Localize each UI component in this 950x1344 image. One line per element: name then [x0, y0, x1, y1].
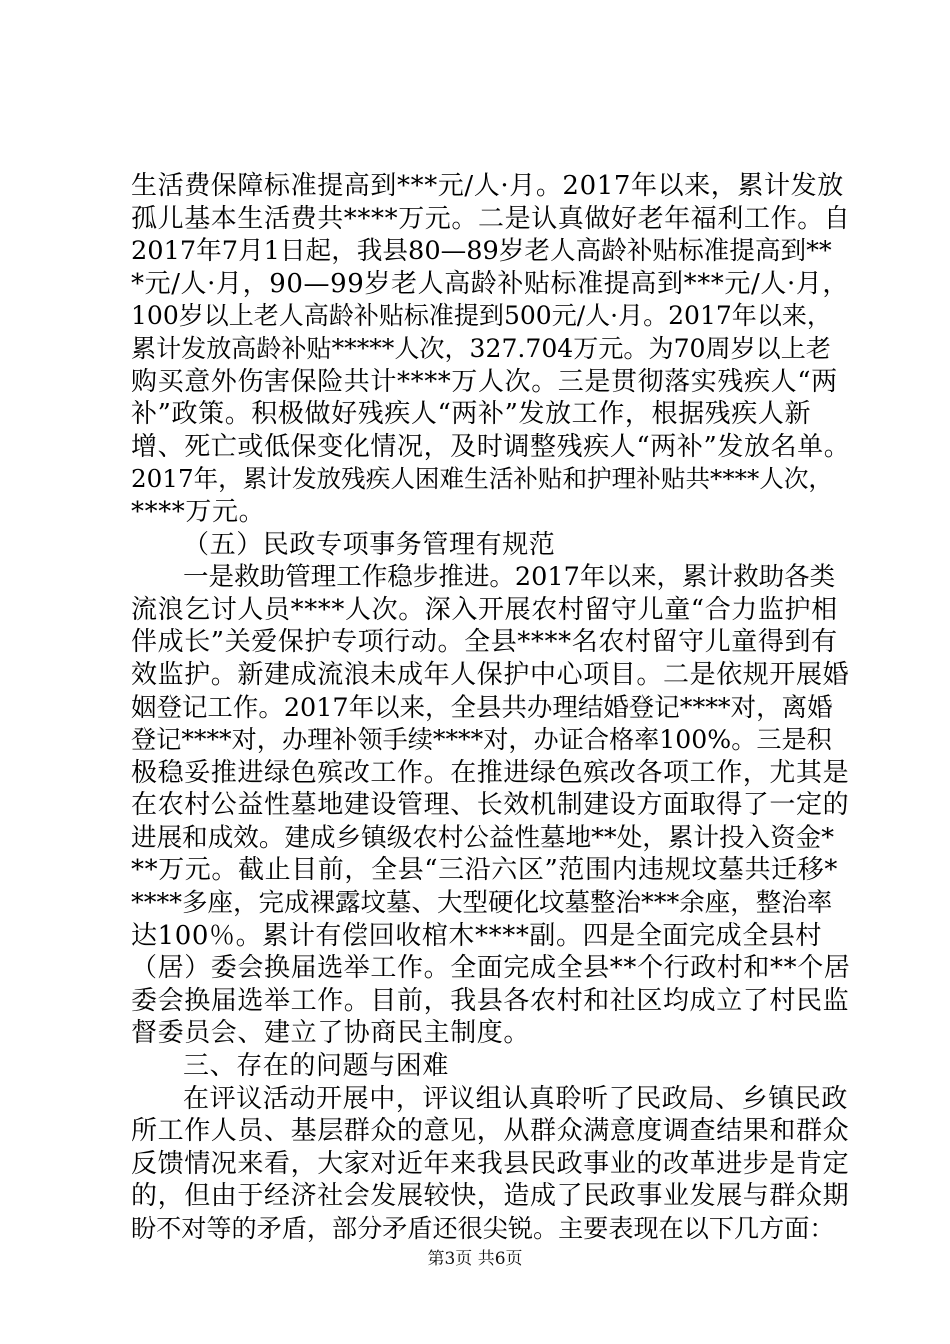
- text-line: 流浪乞讨人员****人次。深入开展农村留守儿童“合力监护相: [131, 594, 838, 625]
- body-text: [131, 170, 851, 1246]
- text-line: ****万元。: [131, 496, 266, 527]
- text-line: 进展和成效。建成乡镇级农村公益性墓地**处，累计投入资金*: [131, 822, 834, 853]
- text-line: 累计发放高龄补贴*****人次，327.704万元。为70周岁以上老: [131, 333, 831, 363]
- page-footer: 第3页 共6页: [427, 1249, 523, 1269]
- section-heading: 三、存在的问题与困难: [183, 1051, 450, 1082]
- text-line: 在农村公益性墓地建设管理、长效机制建设方面取得了一定的: [131, 790, 850, 821]
- text-line: 增、死亡或低保变化情况，及时调整残疾人“两补”发放名单。: [131, 431, 851, 462]
- text-line: （居）委会换届选举工作。全面完成全县**个行政村和**个居: [131, 953, 851, 984]
- text-line: 督委员会、建立了协商民主制度。: [131, 1018, 531, 1049]
- text-line: 孤儿基本生活费共****万元。二是认真做好老年福利工作。自: [131, 203, 851, 234]
- text-line: 极稳妥推进绿色殡改工作。在推进绿色殡改各项工作，尤其是: [131, 757, 850, 788]
- text-line: 所工作人员、基层群众的意见，从群众满意度调查结果和群众: [131, 1116, 850, 1147]
- text-line: 一是救助管理工作稳步推进。2017年以来，累计救助各类: [183, 562, 836, 593]
- text-line: 的，但由于经济社会发展较快，造成了民政事业发展与群众期: [131, 1181, 850, 1212]
- text-line: 登记****对，办理补领手续****对，办证合格率100%。三是积: [131, 725, 832, 755]
- section-heading: （五）民政专项事务管理有规范: [183, 529, 556, 560]
- text-line: 补”政策。积极做好残疾人“两补”发放工作，根据残疾人新: [131, 399, 812, 430]
- text-line: 达100％。累计有偿回收棺木****副。四是全面完成全县村: [131, 920, 823, 951]
- text-line: ****多座，完成裸露坟墓、大型硬化坟墓整治***余座，整治率: [131, 888, 833, 919]
- text-line: 姻登记工作。2017年以来，全县共办理结婚登记****对，离婚: [131, 692, 833, 723]
- text-line: 效监护。新建成流浪未成年人保护中心项目。二是依规开展婚: [131, 659, 850, 690]
- text-line: 委会换届选举工作。目前，我县各农村和社区均成立了村民监: [131, 985, 850, 1016]
- text-line: 反馈情况来看，大家对近年来我县民政事业的改革进步是肯定: [131, 1148, 850, 1179]
- text-line: 生活费保障标准提高到***元/人·月。2017年以来，累计发放: [131, 171, 844, 201]
- text-line: 100岁以上老人高龄补贴标准提到500元/人·月。2017年以来，: [131, 301, 832, 331]
- text-line: 盼不对等的矛盾，部分矛盾还很尖锐。主要表现在以下几方面：: [131, 1214, 835, 1243]
- text-line: **万元。截止目前，全县“三沿六区”范围内违规坟墓共迁移*: [131, 855, 838, 886]
- text-line: 伴成长”关爱保护专项行动。全县****名农村留守儿童得到有: [131, 627, 838, 658]
- text-line: 在评议活动开展中，评议组认真聆听了民政局、乡镇民政: [183, 1083, 849, 1114]
- text-line: 购买意外伤害保险共计****万人次。三是贯彻落实残疾人“两: [131, 366, 838, 397]
- text-line: 2017年，累计发放残疾人困难生活补贴和护理补贴共****人次，: [131, 464, 834, 494]
- text-line: *元/人·月，90—99岁老人高龄补贴标准提高到***元/人·月，: [131, 268, 850, 299]
- text-line: 2017年7月1日起，我县80—89岁老人高龄补贴标准提高到**: [131, 236, 832, 267]
